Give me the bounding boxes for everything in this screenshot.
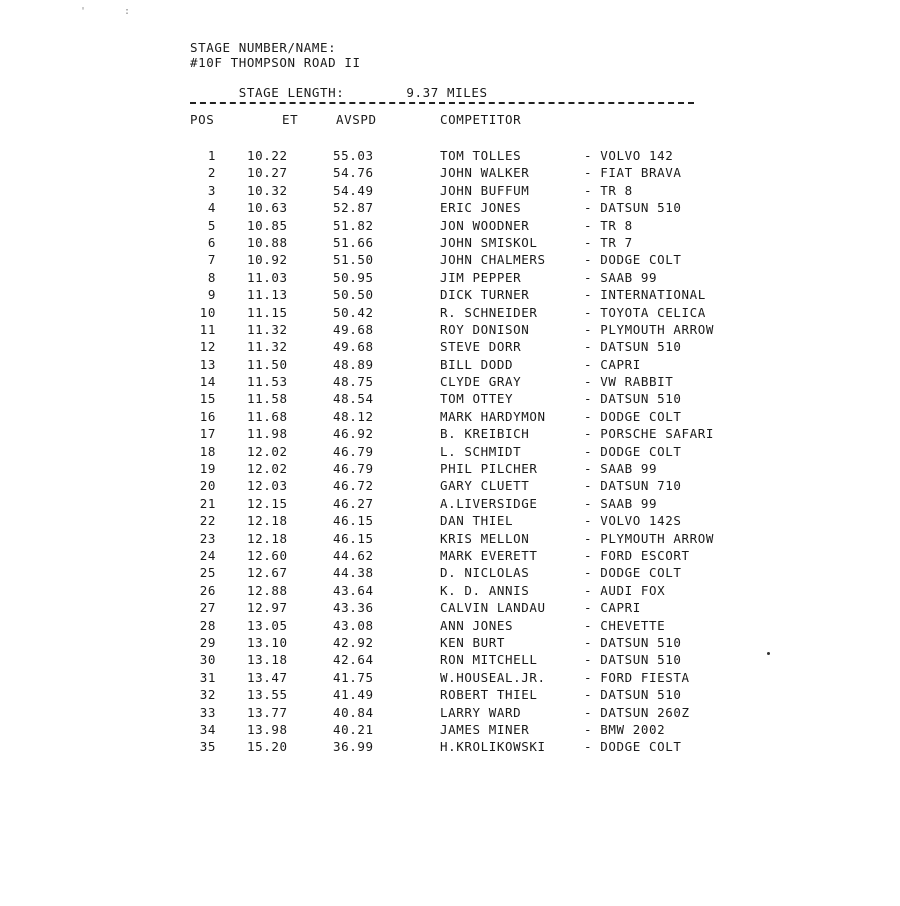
table-row — [0, 183, 900, 200]
result-et: 11.68 — [247, 408, 288, 424]
result-pos: 15 — [199, 391, 216, 407]
result-competitor-name: STEVE DORR — [440, 339, 522, 355]
result-pos: 35 — [199, 739, 216, 755]
result-competitor-car: - PLYMOUTH ARROW — [584, 321, 715, 337]
result-competitor-name: GARY CLUETT — [440, 478, 530, 494]
result-avspd: 41.49 — [333, 687, 374, 703]
result-competitor-name: JOHN BUFFUM — [440, 182, 530, 198]
scan-dot — [767, 652, 770, 655]
result-pos: 9 — [207, 287, 216, 303]
result-avspd: 51.82 — [333, 217, 374, 233]
result-pos: 21 — [199, 495, 216, 511]
result-avspd: 54.49 — [333, 182, 374, 198]
result-avspd: 46.79 — [333, 443, 374, 459]
table-row — [0, 322, 900, 339]
result-et: 12.02 — [247, 461, 288, 477]
table-row — [0, 339, 900, 356]
result-pos: 14 — [199, 374, 216, 390]
result-et: 10.63 — [247, 200, 288, 216]
table-row — [0, 652, 900, 669]
result-competitor-name: K. D. ANNIS — [440, 582, 530, 598]
result-et: 12.60 — [247, 547, 288, 563]
result-avspd: 42.64 — [333, 652, 374, 668]
result-pos: 13 — [199, 356, 216, 372]
result-competitor-car: - DODGE COLT — [584, 408, 682, 424]
result-competitor-car: - VW RABBIT — [584, 374, 674, 390]
result-pos: 34 — [199, 721, 216, 737]
result-pos: 31 — [199, 669, 216, 685]
result-et: 13.55 — [247, 687, 288, 703]
result-pos: 5 — [207, 217, 216, 233]
result-avspd: 44.62 — [333, 547, 374, 563]
result-pos: 27 — [199, 600, 216, 616]
result-competitor-name: JIM PEPPER — [440, 269, 522, 285]
table-row — [0, 496, 900, 513]
table-row — [0, 252, 900, 269]
result-avspd: 48.89 — [333, 356, 374, 372]
table-row — [0, 305, 900, 322]
table-row — [0, 270, 900, 287]
table-row — [0, 409, 900, 426]
result-competitor-name: MARK HARDYMON — [440, 408, 546, 424]
table-row — [0, 687, 900, 704]
result-competitor-car: - CAPRI — [584, 356, 641, 372]
result-et: 10.92 — [247, 252, 288, 268]
result-avspd: 48.75 — [333, 374, 374, 390]
result-et: 11.15 — [247, 304, 288, 320]
result-et: 11.50 — [247, 356, 288, 372]
table-row — [0, 722, 900, 739]
table-row — [0, 478, 900, 495]
result-competitor-car: - DATSUN 510 — [584, 687, 682, 703]
table-row — [0, 670, 900, 687]
result-et: 12.15 — [247, 495, 288, 511]
result-pos: 1 — [207, 148, 216, 163]
table-row — [0, 357, 900, 374]
scan-speck: ' — [80, 6, 87, 17]
table-row — [0, 548, 900, 565]
result-competitor-car: - DODGE COLT — [584, 565, 682, 581]
result-avspd: 52.87 — [333, 200, 374, 216]
result-avspd: 50.42 — [333, 304, 374, 320]
table-row — [0, 600, 900, 617]
result-competitor-name: ANN JONES — [440, 617, 514, 633]
stage-number-label: STAGE NUMBER/NAME: — [190, 40, 337, 55]
result-pos: 26 — [199, 582, 216, 598]
table-row — [0, 461, 900, 478]
result-et: 10.27 — [247, 165, 288, 181]
result-competitor-car: - TR 8 — [584, 217, 633, 233]
result-pos: 32 — [199, 687, 216, 703]
result-pos: 7 — [207, 252, 216, 268]
table-row — [0, 374, 900, 391]
column-header-pos: POS — [190, 112, 215, 127]
result-et: 15.20 — [247, 739, 288, 755]
result-competitor-car: - DODGE COLT — [584, 443, 682, 459]
result-avspd: 46.15 — [333, 530, 374, 546]
result-competitor-car: - SAAB 99 — [584, 495, 658, 511]
result-pos: 28 — [199, 617, 216, 633]
table-row — [0, 513, 900, 530]
result-competitor-car: - DATSUN 260Z — [584, 704, 690, 720]
result-avspd: 43.36 — [333, 600, 374, 616]
table-row — [0, 287, 900, 304]
result-pos: 30 — [199, 652, 216, 668]
table-row — [0, 235, 900, 252]
result-et: 11.53 — [247, 374, 288, 390]
result-pos: 19 — [199, 461, 216, 477]
result-avspd: 54.76 — [333, 165, 374, 181]
result-competitor-name: CLYDE GRAY — [440, 374, 522, 390]
result-pos: 4 — [207, 200, 216, 216]
result-competitor-car: - TOYOTA CELICA — [584, 304, 706, 320]
result-competitor-name: JOHN WALKER — [440, 165, 530, 181]
result-competitor-car: - PLYMOUTH ARROW — [584, 530, 715, 546]
result-et: 13.05 — [247, 617, 288, 633]
result-competitor-name: B. KREIBICH — [440, 426, 530, 442]
result-competitor-name: KEN BURT — [440, 634, 506, 650]
result-pos: 11 — [199, 321, 216, 337]
result-avspd: 50.50 — [333, 287, 374, 303]
result-competitor-name: LARRY WARD — [440, 704, 522, 720]
result-et: 11.58 — [247, 391, 288, 407]
result-avspd: 46.27 — [333, 495, 374, 511]
result-pos: 20 — [199, 478, 216, 494]
result-pos: 12 — [199, 339, 216, 355]
result-avspd: 46.79 — [333, 461, 374, 477]
table-row — [0, 444, 900, 461]
result-avspd: 44.38 — [333, 565, 374, 581]
result-competitor-car: - DATSUN 510 — [584, 339, 682, 355]
stage-name: #10F THOMPSON ROAD II — [190, 55, 361, 70]
result-competitor-name: JON WOODNER — [440, 217, 530, 233]
result-et: 11.32 — [247, 321, 288, 337]
result-avspd: 41.75 — [333, 669, 374, 685]
result-avspd: 46.92 — [333, 426, 374, 442]
result-pos: 8 — [207, 269, 216, 285]
result-competitor-name: JAMES MINER — [440, 721, 530, 737]
result-pos: 29 — [199, 634, 216, 650]
table-row — [0, 739, 900, 756]
result-avspd: 49.68 — [333, 321, 374, 337]
result-et: 12.97 — [247, 600, 288, 616]
table-row — [0, 218, 900, 235]
table-row — [0, 200, 900, 217]
result-pos: 2 — [207, 165, 216, 181]
result-competitor-name: A.LIVERSIDGE — [440, 495, 538, 511]
table-row — [0, 426, 900, 443]
result-competitor-name: L. SCHMIDT — [440, 443, 522, 459]
result-avspd: 55.03 — [333, 148, 374, 163]
result-pos: 25 — [199, 565, 216, 581]
result-competitor-name: H.KROLIKOWSKI — [440, 739, 546, 755]
result-et: 13.98 — [247, 721, 288, 737]
scan-speck: : — [124, 6, 131, 17]
result-pos: 10 — [199, 304, 216, 320]
result-avspd: 49.68 — [333, 339, 374, 355]
result-competitor-name: TOM TOLLES — [440, 148, 522, 163]
result-et: 11.98 — [247, 426, 288, 442]
results-table — [0, 148, 900, 757]
result-et: 13.47 — [247, 669, 288, 685]
header-divider — [190, 102, 694, 104]
result-competitor-name: PHIL PILCHER — [440, 461, 538, 477]
result-avspd: 48.12 — [333, 408, 374, 424]
result-avspd: 43.64 — [333, 582, 374, 598]
result-competitor-name: CALVIN LANDAU — [440, 600, 546, 616]
result-avspd: 48.54 — [333, 391, 374, 407]
result-avspd: 51.66 — [333, 234, 374, 250]
result-et: 12.18 — [247, 530, 288, 546]
result-pos: 17 — [199, 426, 216, 442]
result-competitor-car: - DATSUN 510 — [584, 652, 682, 668]
result-competitor-car: - DATSUN 510 — [584, 634, 682, 650]
result-et: 10.88 — [247, 234, 288, 250]
result-competitor-car: - INTERNATIONAL — [584, 287, 706, 303]
result-competitor-name: DICK TURNER — [440, 287, 530, 303]
result-competitor-car: - CAPRI — [584, 600, 641, 616]
result-avspd: 42.92 — [333, 634, 374, 650]
result-et: 12.18 — [247, 513, 288, 529]
result-competitor-car: - DODGE COLT — [584, 739, 682, 755]
result-pos: 33 — [199, 704, 216, 720]
result-avspd: 43.08 — [333, 617, 374, 633]
result-pos: 16 — [199, 408, 216, 424]
result-competitor-name: W.HOUSEAL.JR. — [440, 669, 546, 685]
stage-length-label: STAGE LENGTH: — [238, 85, 345, 100]
result-competitor-car: - SAAB 99 — [584, 269, 658, 285]
result-competitor-car: - DATSUN 710 — [584, 478, 682, 494]
result-avspd: 40.84 — [333, 704, 374, 720]
column-header-et: ET — [282, 112, 299, 127]
column-header-competitor: COMPETITOR — [440, 112, 522, 127]
result-competitor-car: - FIAT BRAVA — [584, 165, 682, 181]
result-pos: 3 — [207, 182, 216, 198]
column-header-avspd: AVSPD — [336, 112, 377, 127]
table-row — [0, 165, 900, 182]
result-et: 13.18 — [247, 652, 288, 668]
result-competitor-car: - VOLVO 142 — [584, 148, 674, 163]
result-competitor-name: KRIS MELLON — [440, 530, 530, 546]
result-et: 10.22 — [247, 148, 288, 163]
result-competitor-car: - TR 7 — [584, 234, 633, 250]
table-row — [0, 148, 900, 165]
result-competitor-name: TOM OTTEY — [440, 391, 514, 407]
result-pos: 18 — [199, 443, 216, 459]
result-pos: 6 — [207, 234, 216, 250]
result-competitor-name: ERIC JONES — [440, 200, 522, 216]
result-competitor-car: - VOLVO 142S — [584, 513, 682, 529]
result-pos: 24 — [199, 547, 216, 563]
result-competitor-name: MARK EVERETT — [440, 547, 538, 563]
result-et: 10.85 — [247, 217, 288, 233]
result-avspd: 46.72 — [333, 478, 374, 494]
result-competitor-name: R. SCHNEIDER — [440, 304, 538, 320]
result-et: 12.67 — [247, 565, 288, 581]
result-competitor-name: ROY DONISON — [440, 321, 530, 337]
result-competitor-car: - PORSCHE SAFARI — [584, 426, 715, 442]
result-avspd: 51.50 — [333, 252, 374, 268]
result-et: 11.13 — [247, 287, 288, 303]
table-row — [0, 565, 900, 582]
result-et: 13.10 — [247, 634, 288, 650]
result-et: 12.88 — [247, 582, 288, 598]
result-et: 11.03 — [247, 269, 288, 285]
result-competitor-car: - AUDI FOX — [584, 582, 666, 598]
stage-length-line — [190, 70, 488, 115]
result-competitor-name: BILL DODD — [440, 356, 514, 372]
result-competitor-name: JOHN CHALMERS — [440, 252, 546, 268]
result-pos: 22 — [199, 513, 216, 529]
table-row — [0, 391, 900, 408]
result-competitor-car: - DATSUN 510 — [584, 200, 682, 216]
result-avspd: 36.99 — [333, 739, 374, 755]
table-row — [0, 618, 900, 635]
result-competitor-name: ROBERT THIEL — [440, 687, 538, 703]
result-competitor-name: DAN THIEL — [440, 513, 514, 529]
result-pos: 23 — [199, 530, 216, 546]
result-competitor-car: - TR 8 — [584, 182, 633, 198]
result-competitor-car: - BMW 2002 — [584, 721, 666, 737]
stage-length-value: 9.37 MILES — [406, 85, 488, 100]
table-row — [0, 583, 900, 600]
result-competitor-car: - FORD ESCORT — [584, 547, 690, 563]
result-et: 12.02 — [247, 443, 288, 459]
result-avspd: 50.95 — [333, 269, 374, 285]
result-competitor-car: - DODGE COLT — [584, 252, 682, 268]
result-competitor-name: JOHN SMISKOL — [440, 234, 538, 250]
result-competitor-name: D. NICLOLAS — [440, 565, 530, 581]
result-competitor-name: RON MITCHELL — [440, 652, 538, 668]
result-et: 11.32 — [247, 339, 288, 355]
result-et: 12.03 — [247, 478, 288, 494]
result-competitor-car: - DATSUN 510 — [584, 391, 682, 407]
result-competitor-car: - CHEVETTE — [584, 617, 666, 633]
table-row — [0, 705, 900, 722]
result-et: 10.32 — [247, 182, 288, 198]
result-avspd: 40.21 — [333, 721, 374, 737]
table-row — [0, 635, 900, 652]
table-row — [0, 531, 900, 548]
result-et: 13.77 — [247, 704, 288, 720]
result-competitor-car: - FORD FIESTA — [584, 669, 690, 685]
result-avspd: 46.15 — [333, 513, 374, 529]
result-competitor-car: - SAAB 99 — [584, 461, 658, 477]
